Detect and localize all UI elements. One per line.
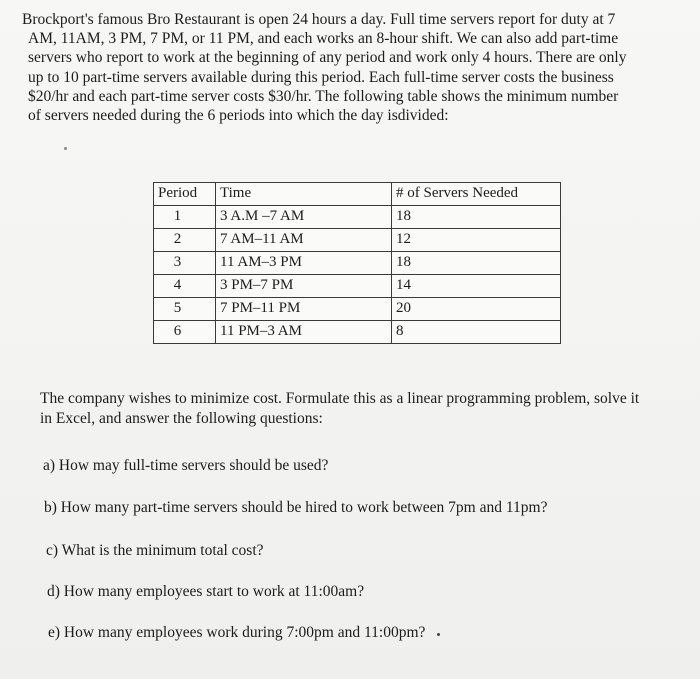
cell-period: 4 (154, 275, 216, 298)
intro-line: $20/hr and each part-time server costs $30/hr. The following table shows the minimum number (28, 87, 619, 105)
cell-time: 11 PM–3 AM (216, 321, 392, 344)
cell-needed: 14 (392, 275, 561, 298)
question-b: b) How many part-time servers should be hired to work between 7pm and 11pm? (44, 499, 548, 516)
intro-line: Brockport's famous Bro Restaurant is open 24 hours a day. Full time servers report for duty at 7 (22, 11, 616, 28)
question-e: e) How many employees work during 7:00pm and 11:00pm? (48, 624, 426, 641)
problem-description (22, 10, 682, 125)
table-row (154, 206, 561, 229)
speck-mark (437, 633, 440, 636)
intro-line: up to 10 part-time servers available during this period. Each full-time server costs the business (28, 68, 614, 86)
table-row (154, 252, 561, 275)
cell-period: 2 (154, 229, 216, 252)
cell-time: 7 PM–11 PM (216, 298, 392, 321)
cell-needed: 20 (392, 298, 561, 321)
table-row (154, 229, 561, 252)
question-d: d) How many employees start to work at 11:00am? (47, 583, 365, 600)
speck-mark (64, 147, 67, 150)
cell-period: 1 (154, 206, 216, 229)
cell-time: 7 AM–11 AM (216, 229, 392, 252)
instructions-line: in Excel, and answer the following questions: (40, 410, 323, 427)
table-row (154, 321, 561, 344)
header-time: Time (216, 183, 392, 206)
intro-line: AM, 11AM, 3 PM, 7 PM, or 11 PM, and each works an 8-hour shift. We can also add part-time (28, 30, 619, 48)
cell-needed: 18 (392, 206, 561, 229)
table-row (154, 275, 561, 298)
cell-period: 5 (154, 298, 216, 321)
instructions (40, 389, 690, 429)
instructions-line: The company wishes to minimize cost. Formulate this as a linear programming problem, solve it (40, 390, 640, 407)
cell-time: 11 AM–3 PM (216, 252, 392, 275)
table-row (154, 298, 561, 321)
header-servers-needed: # of Servers Needed (392, 183, 561, 206)
cell-period: 6 (154, 321, 216, 344)
cell-needed: 8 (392, 321, 561, 344)
cell-needed: 12 (392, 229, 561, 252)
question-a: a) How may full-time servers should be used? (43, 457, 329, 474)
intro-line: servers who report to work at the beginning of any period and work only 4 hours. There are only (28, 49, 627, 67)
intro-line: of servers needed during the 6 periods into which the day isdivided: (28, 107, 449, 125)
cell-period: 3 (154, 252, 216, 275)
header-period: Period (154, 183, 216, 206)
question-c: c) What is the minimum total cost? (46, 542, 264, 559)
cell-time: 3 PM–7 PM (216, 275, 392, 298)
servers-needed-table (153, 182, 561, 344)
cell-time: 3 A.M –7 AM (216, 206, 392, 229)
cell-needed: 18 (392, 252, 561, 275)
table-header-row (154, 183, 561, 206)
